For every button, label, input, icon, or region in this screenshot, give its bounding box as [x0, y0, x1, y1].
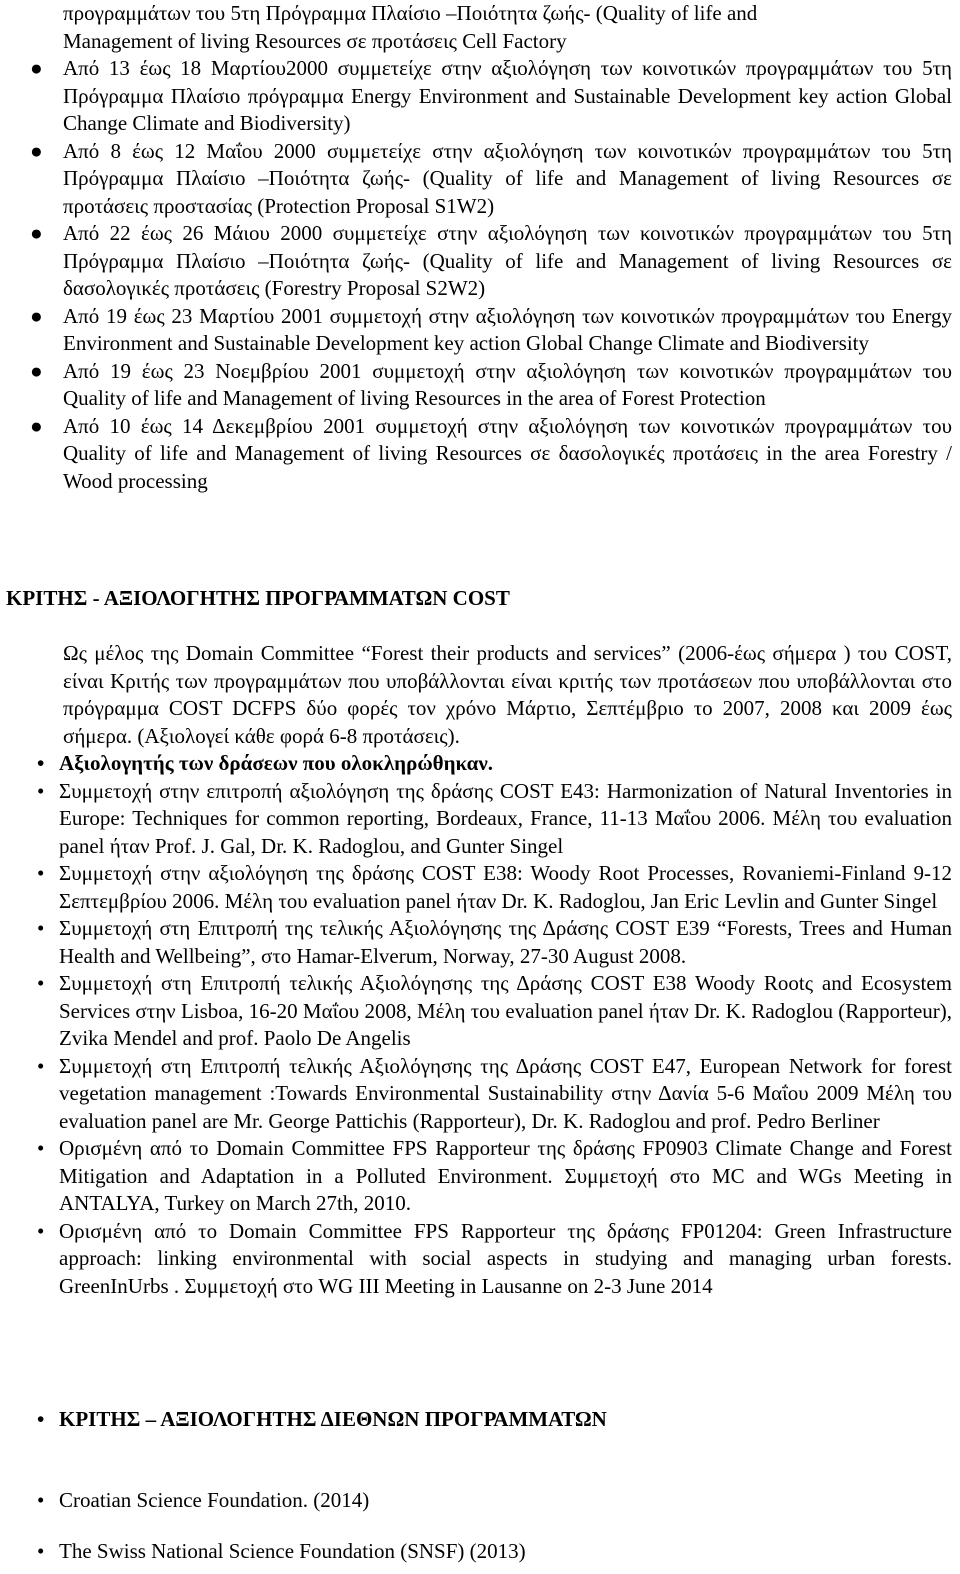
- bullet-dot-icon: •: [37, 1488, 45, 1512]
- list-item: [0, 1538, 960, 1566]
- bullet-dot-icon: •: [37, 751, 45, 775]
- list-item: [0, 303, 960, 358]
- bullet-dot-icon: •: [37, 1136, 45, 1160]
- list-item: [0, 970, 960, 1053]
- continuation-line-2: Management of living Resources σε προτάσεις Cell Factory: [63, 28, 567, 53]
- list-item: [0, 1218, 960, 1301]
- list-item-text: Croatian Science Foundation. (2014): [59, 1488, 370, 1512]
- list-item-text: Συμμετοχή στην επιτροπή αξιολόγηση της δράσης COST E43: Harmonization of Natural Inventories in Europe: Techniques for common reporting, Bordeaux, France, 11-13 Μαΐου 2006. Μέλη του evaluation panel ήταν Prof. J. Gal, Dr. K. Radoglou, and Gunter Singel: [59, 778, 952, 858]
- bullet-dot-icon: •: [37, 778, 45, 803]
- bullet-disc-icon: ●: [30, 413, 43, 438]
- list-item-text: Συμμετοχή στην αξιολόγηση της δράσης COST E38: Woody Root Processes, Rovaniemi-Finland 9-12 Σεπτεμβρίου 2006. Μέλη του evaluation panel ήταν Dr. K. Radoglou, Jan Eric Levlin and Gunter Singel: [59, 861, 952, 913]
- bullet-dot-icon: •: [37, 861, 45, 885]
- section-heading-international: [0, 1406, 960, 1434]
- list-item: [0, 138, 960, 221]
- list-item-text: The Swiss National Science Foundation (SNSF) (2013): [59, 1539, 526, 1563]
- list-item-text: Από 10 έως 14 Δεκεμβρίου 2001 συμμετοχή στην αξιολόγηση των κοινοτικών προγραμμάτων του Quality of life and Management of living Resources σε δασολογικές προτάσεις in the area Forestry / Wood processing: [63, 413, 952, 493]
- list-item: [0, 750, 960, 778]
- cost-block: [0, 640, 960, 1300]
- list-item-text: Συμμετοχή στη Επιτροπή της τελικής Αξιολόγησης της Δράσης COST E39 “Forests, Trees and Human Health and Wellbeing”, στο Hamar-Elverum, Norway, 27-30 August 2008.: [59, 916, 952, 968]
- bullet-disc-icon: ●: [30, 138, 43, 163]
- list-item-text: Συμμετοχή στη Επιτροπή τελικής Αξιολόγησης της Δράσης COST E38 Woody Rootς and Ecosystem Services στην Lisboa, 16-20 Μαΐου 2008, Μέλη του evaluation panel ήταν Dr. K. Radoglou (Rapporteur), Zvika Mendel and prof. Paolo De Angelis: [59, 971, 952, 1050]
- bullet-disc-icon: ●: [30, 56, 43, 80]
- international-heading-block: [0, 1406, 960, 1434]
- list-item: [0, 860, 960, 915]
- list-item: [0, 1487, 960, 1515]
- bullet-dot-icon: •: [37, 1053, 45, 1078]
- international-item-block: [0, 1487, 960, 1515]
- list-item-text: Συμμετοχή στη Επιτροπή τελικής Αξιολόγησης της Δράσης COST E47, European Network for forest vegetation management :Towards Environmental Sustainability στην Δανία 5-6 Μαΐου 2009 Μέλη του evaluation panel are Mr. George Pattichis (Rapporteur), Dr. K. Radoglou and prof. Pedro Berliner: [59, 1053, 952, 1133]
- bullet-disc-icon: ●: [30, 221, 43, 245]
- bullet-dot-icon: •: [37, 971, 45, 995]
- evaluation-list: [0, 55, 960, 495]
- list-item: [0, 1053, 960, 1136]
- evaluations-block: [0, 0, 960, 495]
- bullet-dot-icon: •: [37, 1539, 45, 1563]
- list-item-text: Ορισμένη από το Domain Committee FPS Rapporteur της δράσης FP0903 Climate Change and Forest Mitigation and Adaptation in a Polluted Environment. Συμμετοχή στο MC and WGs Meeting in ANTALYA, Turkey on March 27th, 2010.: [59, 1136, 952, 1215]
- list-item-text: Από 19 έως 23 Μαρτίου 2001 συμμετοχή στην αξιολόγηση των κοινοτικών προγραμμάτων του Energy Environment and Sustainable Development key action Global Change Climate and Biodiversity: [63, 303, 952, 355]
- list-item: [0, 358, 960, 413]
- list-item: [0, 220, 960, 303]
- international-item-block: [0, 1538, 960, 1566]
- bullet-dot-icon: •: [37, 916, 45, 940]
- bullet-disc-icon: ●: [30, 358, 43, 383]
- list-item: [0, 55, 960, 138]
- heading-text: ΚΡΙΤΗΣ – ΑΞΙΟΛΟΓΗΤΗΣ ΔΙΕΘΝΩΝ ΠΡΟΓΡΑΜΜΑΤΩΝ: [59, 1407, 607, 1431]
- list-item-text: Από 8 έως 12 Μαΐου 2000 συμμετείχε στην αξιολόγηση των κοινοτικών προγραμμάτων του 5τη Πρόγραμμα Πλαίσιο –Ποιότητα ζωής- (Quality of life and Management of living Resources σε προτάσεις προστασίας (Protection Proposal S1W2): [63, 138, 952, 218]
- bullet-disc-icon: ●: [30, 303, 43, 328]
- list-item-text: Αξιολογητής των δράσεων που ολοκληρώθηκαν.: [59, 751, 493, 775]
- bullet-dot-icon: •: [37, 1218, 45, 1243]
- list-item-text: Από 19 έως 23 Νοεμβρίου 2001 συμμετοχή στην αξιολόγηση των κοινοτικών προγραμμάτων του Quality of life and Management of living Resources in the area of Forest Protection: [63, 358, 952, 410]
- list-item: [0, 1135, 960, 1218]
- list-item: [0, 413, 960, 496]
- list-item-text: Από 22 έως 26 Μάιου 2000 συμμετείχε στην αξιολόγηση των κοινοτικών προγραμμάτων του 5τη Πρόγραμμα Πλαίσιο –Ποιότητα ζωής- (Quality of life and Management of living Resources σε δασολογικές προτάσεις (Forestry Proposal S2W2): [63, 221, 952, 300]
- list-item-text: Από 13 έως 18 Μαρτίου2000 συμμετείχε στην αξιολόγηση των κοινοτικών προγραμμάτων του 5τη Πρόγραμμα Πλαίσιο πρόγραμμα Energy Environment and Sustainable Development key action Global Change Climate and Biodiversity): [63, 56, 952, 135]
- list-item-text: Ορισμένη από το Domain Committee FPS Rapporteur της δράσης FP01204: Green Infrastructure approach: linking environmental with social aspects in studying and managing urban forests. GreenInUrbs . Συμμετοχή στο WG III Meeting in Lausanne on 2-3 June 2014: [59, 1218, 952, 1298]
- continuation-line-1: προγραμμάτων του 5τη Πρόγραμμα Πλαίσιο –Ποιότητα ζωής- (Quality of life and: [63, 1, 758, 25]
- cost-list: [0, 750, 960, 1300]
- section-heading-cost: ΚΡΙΤΗΣ - ΑΞΙΟΛΟΓΗΤΗΣ ΠΡΟΓΡΑΜΜΑΤΩΝ COST: [6, 586, 510, 610]
- list-item: [0, 915, 960, 970]
- bullet-dot-icon: •: [37, 1407, 45, 1431]
- cost-intro-paragraph: Ως μέλος της Domain Committee “Forest their products and services” (2006-έως σήμερα ) του COST, είναι Κριτής των προγραμμάτων που υποβάλλονται είναι κριτής των προτάσεων που υποβάλλονται στο πρόγραμμα COST DCFPS δύο φορές τον χρόνο Μάρτιο, Σεπτέμβριο το 2007, 2008 και 2009 έως σήμερα. (Αξιολογεί κάθε φορά 6-8 προτάσεις).: [63, 641, 952, 748]
- list-item: [0, 778, 960, 861]
